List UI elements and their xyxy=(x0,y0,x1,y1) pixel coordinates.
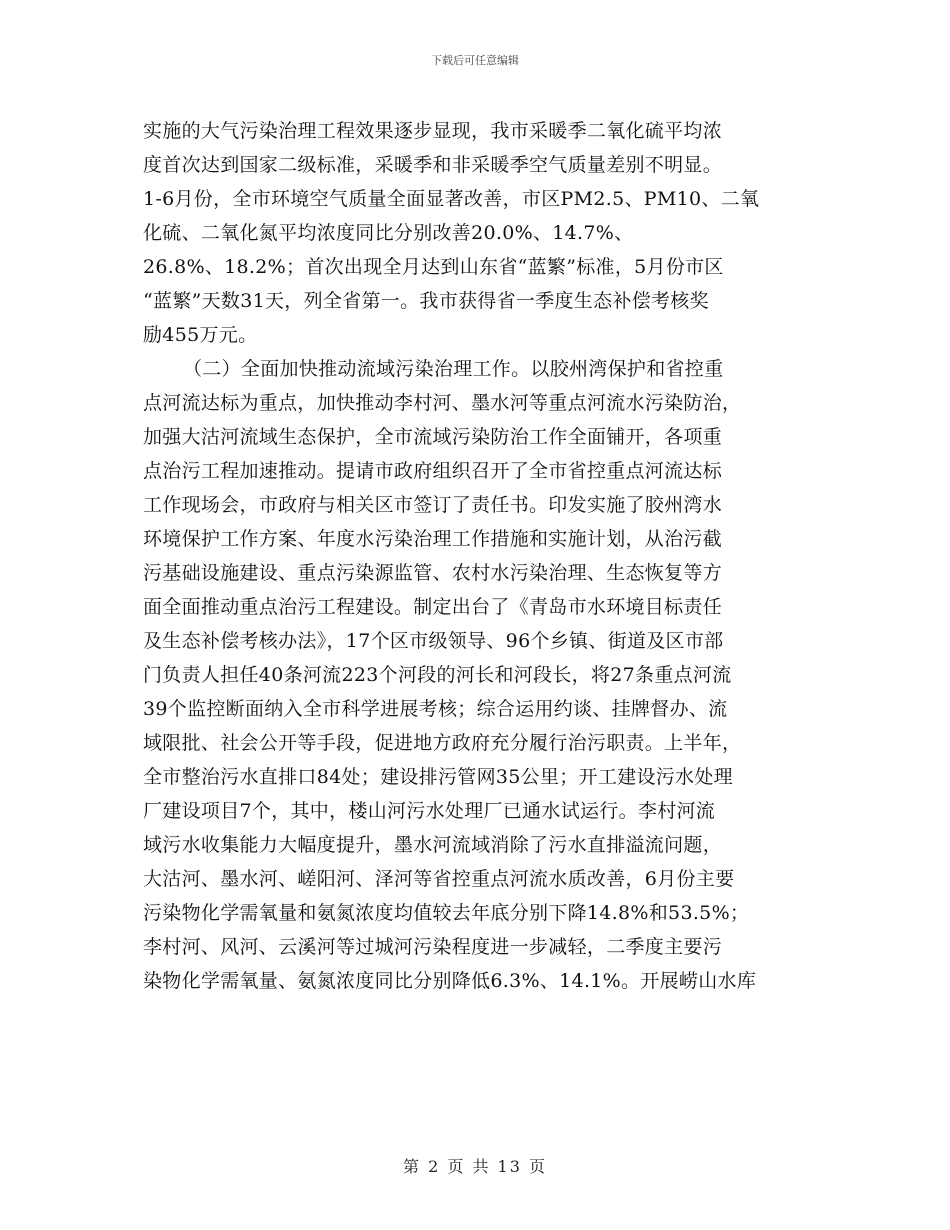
text-line: 大沽河、墨水河、嵯阳河、泽河等省控重点河流水质改善，6月份主要 xyxy=(143,868,735,890)
text-line: 1-6月份，全市环境空气质量全面显著改善，市区PM2.5、PM10、二氧 xyxy=(143,188,760,210)
text-line: 厂建设项目7个，其中，楼山河污水处理厂已通水试运行。李村河流 xyxy=(143,800,716,822)
text-line: 李村河、风河、云溪河等过城河污染程度进一步减轻，二季度主要污 xyxy=(143,936,723,958)
text-line: 全市整治污水直排口84处；建设排污管网35公里；开工建设污水处理 xyxy=(143,766,733,788)
text-line: 环境保护工作方案、年度水污染治理工作措施和实施计划，从治污截 xyxy=(143,528,723,550)
text-line: 及生态补偿考核办法》，17个区市级领导、96个乡镇、街道及区市部 xyxy=(143,630,724,652)
section-heading-line: （二）全面加快推动流域污染治理工作。以胶州湾保护和省控重 xyxy=(183,358,724,380)
text-line: 门负责人担任40条河流223个河段的河长和河段长，将27条重点河流 xyxy=(143,664,732,686)
text-line: 化硫、二氧化氮平均浓度同比分别改善20.0%、14.7%、 xyxy=(143,222,634,244)
text-line: 加强大沽河流域生态保护，全市流域污染防治工作全面铺开，各项重 xyxy=(143,426,723,448)
page-header-note: 下载后可任意编辑 xyxy=(431,54,519,67)
text-line: 励455万元。 xyxy=(143,324,258,346)
text-line: 域限批、社会公开等手段，促进地方政府充分履行治污职责。上半年， xyxy=(143,732,742,754)
text-line: 26.8%、18.2%；首次出现全月达到山东省“蓝繁”标准，5月份市区 xyxy=(143,256,724,278)
text-line: 39个监控断面纳入全市科学进展考核；综合运用约谈、挂牌督办、流 xyxy=(143,698,728,720)
text-line: 工作现场会，市政府与相关区市签订了责任书。印发实施了胶州湾水 xyxy=(143,494,723,516)
text-line: 点治污工程加速推动。提请市政府组织召开了全市省控重点河流达标 xyxy=(143,460,723,482)
text-line: 点河流达标为重点，加快推动李村河、墨水河等重点河流水污染防治， xyxy=(143,392,742,414)
text-line: 面全面推动重点治污工程建设。制定出台了《青岛市水环境目标责任 xyxy=(143,596,723,618)
text-line: 污染物化学需氧量和氨氮浓度均值较去年底分别下降14.8%和53.5%； xyxy=(143,902,750,924)
text-line: 染物化学需氧量、氨氮浓度同比分别降低6.3%、14.1%。开展崂山水库 xyxy=(143,970,757,992)
document-body xyxy=(143,114,823,998)
text-line: “蓝繁”天数31天，列全省第一。我市获得省一季度生态补偿考核奖 xyxy=(143,290,709,312)
page-number-footer: 第 2 页 共 13 页 xyxy=(403,1157,547,1176)
text-line: 污基础设施建设、重点污染源监管、农村水污染治理、生态恢复等方 xyxy=(143,562,723,584)
text-line: 域污水收集能力大幅度提升，墨水河流域消除了污水直排溢流问题， xyxy=(143,834,723,856)
text-line: 度首次达到国家二级标准，采暖季和非采暖季空气质量差别不明显。 xyxy=(143,154,723,176)
text-line: 实施的大气污染治理工程效果逐步显现，我市采暖季二氧化硫平均浓 xyxy=(143,120,723,142)
